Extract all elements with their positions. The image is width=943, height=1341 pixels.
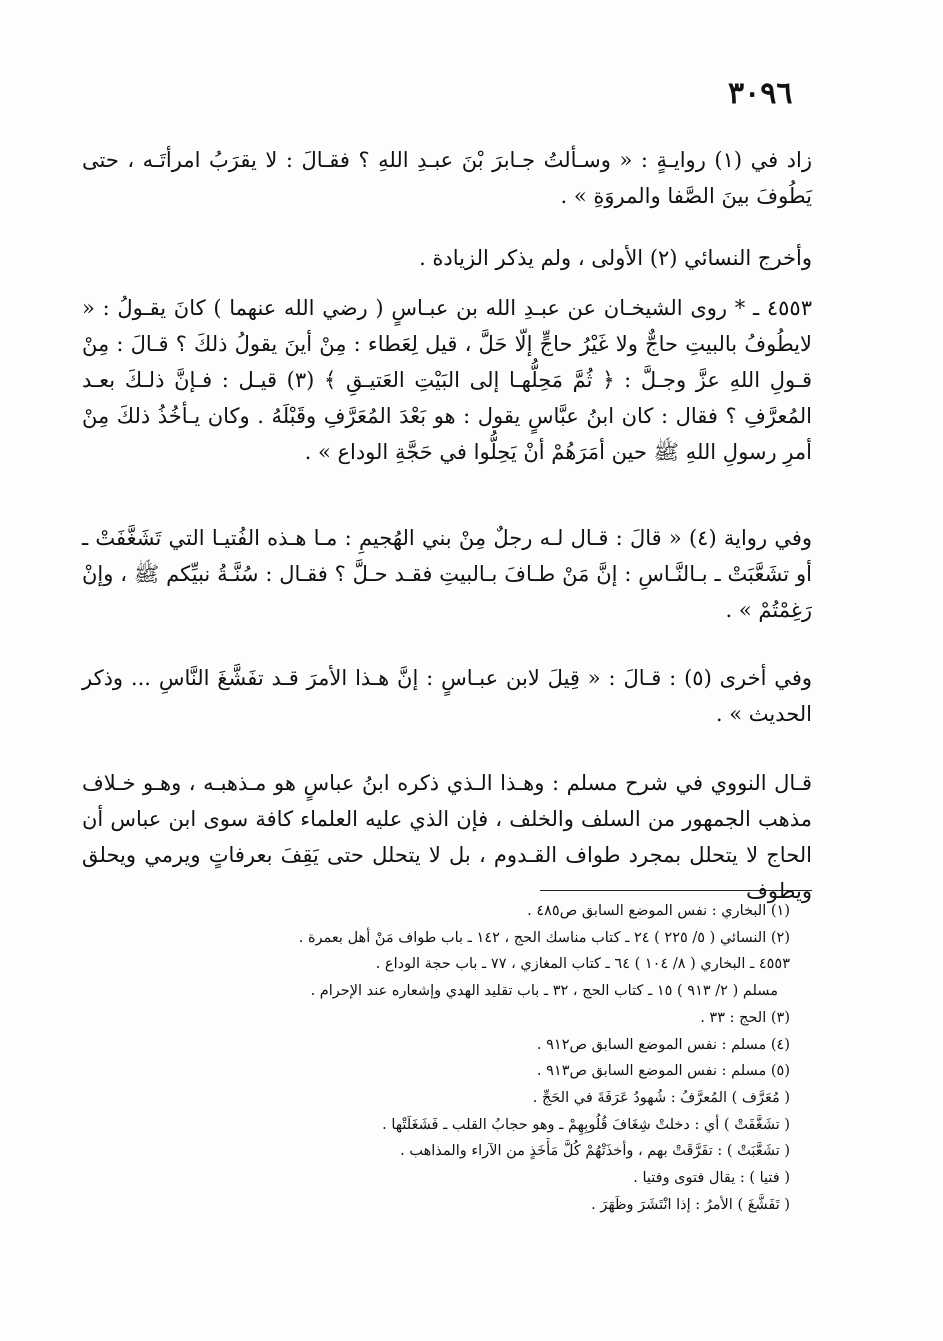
footnote-3: (٣) الحج : ٣٣ .: [700, 1009, 790, 1026]
footnote-1: (١) البخاري : نفس الموضع السابق ص٤٨٥ .: [527, 903, 790, 919]
paragraph-hadith-4553: ٤٥٥٣ ـ * روى الشيخـان عن عبـدِ الله بن عبـاسٍ ( رضي الله عنهما ) كانَ يقـولُ : « لايطُوفُ بالبيتِ حاجٌّ ولا غَيْرُ حاجٍّ إلّا حَلَّ ، قيل لِعَطاء : مِنْ أينَ يقولُ ذلكَ ؟ قـالَ : مِنْ قـولِ اللهِ عزَّ وجـلَّ : ﴿ ثُمَّ مَحِلُّهـا إلى البَيْتِ العَتيـقِ ﴾ (٣) قيـل : فـإنَّ ذلـكَ بعـد المُعرَّفِ ؟ فقال : كان ابنُ عبَّاسٍ يقول : هو بَعْدَ المُعَرَّفِ وقَبْلَهُ . وكان يـأخُذُ ذلكَ مِنْ أمرِ رسولِ اللهِ ﷺ حين أمَرَهُمْ أنْ يَحِلُّوا في حَجَّةِ الوداع » .: [82, 296, 813, 464]
glossary-tashaghghafat: ( تشَغَّفَتْ ) أي : دخلتْ شِغَافَ قُلُوبِهِمْ ـ وهو حجابُ القلب ـ فَشَغَلَتْها .: [382, 1116, 790, 1133]
paragraph-narration-jabir: زاد في (١) روايـةٍ : « وسـألتُ جـابرَ بْنَ عبـدِ اللهِ ؟ فقـالَ : لا يقرَبُ امرأتَـه ، حتى يَطُوفَ بينَ الصَّفا والمروَةِ » .: [82, 148, 813, 208]
glossary-tashaabbat: ( تشَعَّبَتْ ) : تفَرَّقَتْ بهم ، وأخذَتْهُمْ كُلَّ مَأْخَذٍ من الآراء والمذاهب .: [400, 1143, 790, 1160]
paragraph-nasai-note: وأخرج النسائي (٢) الأولى ، ولم يذكر الزيادة .: [419, 246, 812, 270]
page-number: ٣٠٩٦: [728, 76, 793, 111]
footnotes-section: [150, 898, 790, 1218]
glossary-muarraf: ( مُعَرَّف ) المُعرَّفُ : شُهودُ عَرَفَةَ في الحَجِّ .: [532, 1089, 790, 1106]
footnote-2: (٢) النسائي ( ٥/ ٢٢٥ ) ٢٤ ـ كتاب مناسك الحج ، ١٤٢ ـ باب طواف مَنْ أهل بعمرة .: [298, 929, 790, 946]
paragraph-another-narration: وفي رواية (٤) « قالَ : قـال لـه رجلٌ مِنْ بني الهُجيمِ : مـا هـذه الفُتيـا التي تَشَغَّفَتْ ـ أو تشَعَّبَتْ ـ بـالنَّـاسِ : إنَّ مَنْ طـافَ بـالبيتِ فقـد حـلَّ ؟ فقـال : سُنَّـةُ نبيِّكم ﷺ ، وإنْ رَغِمْتُمْ » .: [82, 526, 812, 622]
footnote-5: (٥) مسلم : نفس الموضع السابق ص٩١٣ .: [536, 1063, 790, 1080]
glossary-futya: ( فتيا ) : يقال فتوى وفتيا .: [633, 1170, 790, 1187]
footnote-4: (٤) مسلم : نفس الموضع السابق ص٩١٢ .: [536, 1036, 790, 1053]
glossary-tafashshagha: ( تَفَشَّغَ ) الأمرُ : إذا انْتَشَرَ وظَهَرَ .: [591, 1196, 790, 1213]
paragraph-other-narration: وفي أخرى (٥) : قـالَ : « قِيلَ لابن عبـاسٍ : إنَّ هـذا الأمرَ قـد تفَشَّغَ النَّاسِ ... وذكر الحديث » .: [82, 666, 812, 726]
footnote-4553-muslim: مسلم ( ٢/ ٩١٣ ) ١٥ ـ كتاب الحج ، ٣٢ ـ باب تقليد الهدي وإشعاره عند الإحرام .: [310, 983, 778, 1000]
footnote-divider: [540, 890, 812, 891]
footnote-4553-bukhari: ٤٥٥٣ ـ البخاري ( ٨/ ١٠٤ ) ٦٤ ـ كتاب المغازي ، ٧٧ ـ باب حجة الوداع .: [375, 956, 790, 973]
paragraph-nawawi-commentary: قـال النووي في شرح مسلم : وهـذا الـذي ذكره ابنُ عباسٍ هو مـذهبـه ، وهـو خـلاف مذهب الجمهور من السلف والخلف ، فإن الذي عليه العلماء كافة سوى ابن عباس أن الحاج لا يتحلل بمجرد طواف القـدوم ، بل لا يتحلل حتى يَقِفَ بعرفاتٍ ويرمي ويحلق ويطوف: [82, 771, 812, 903]
